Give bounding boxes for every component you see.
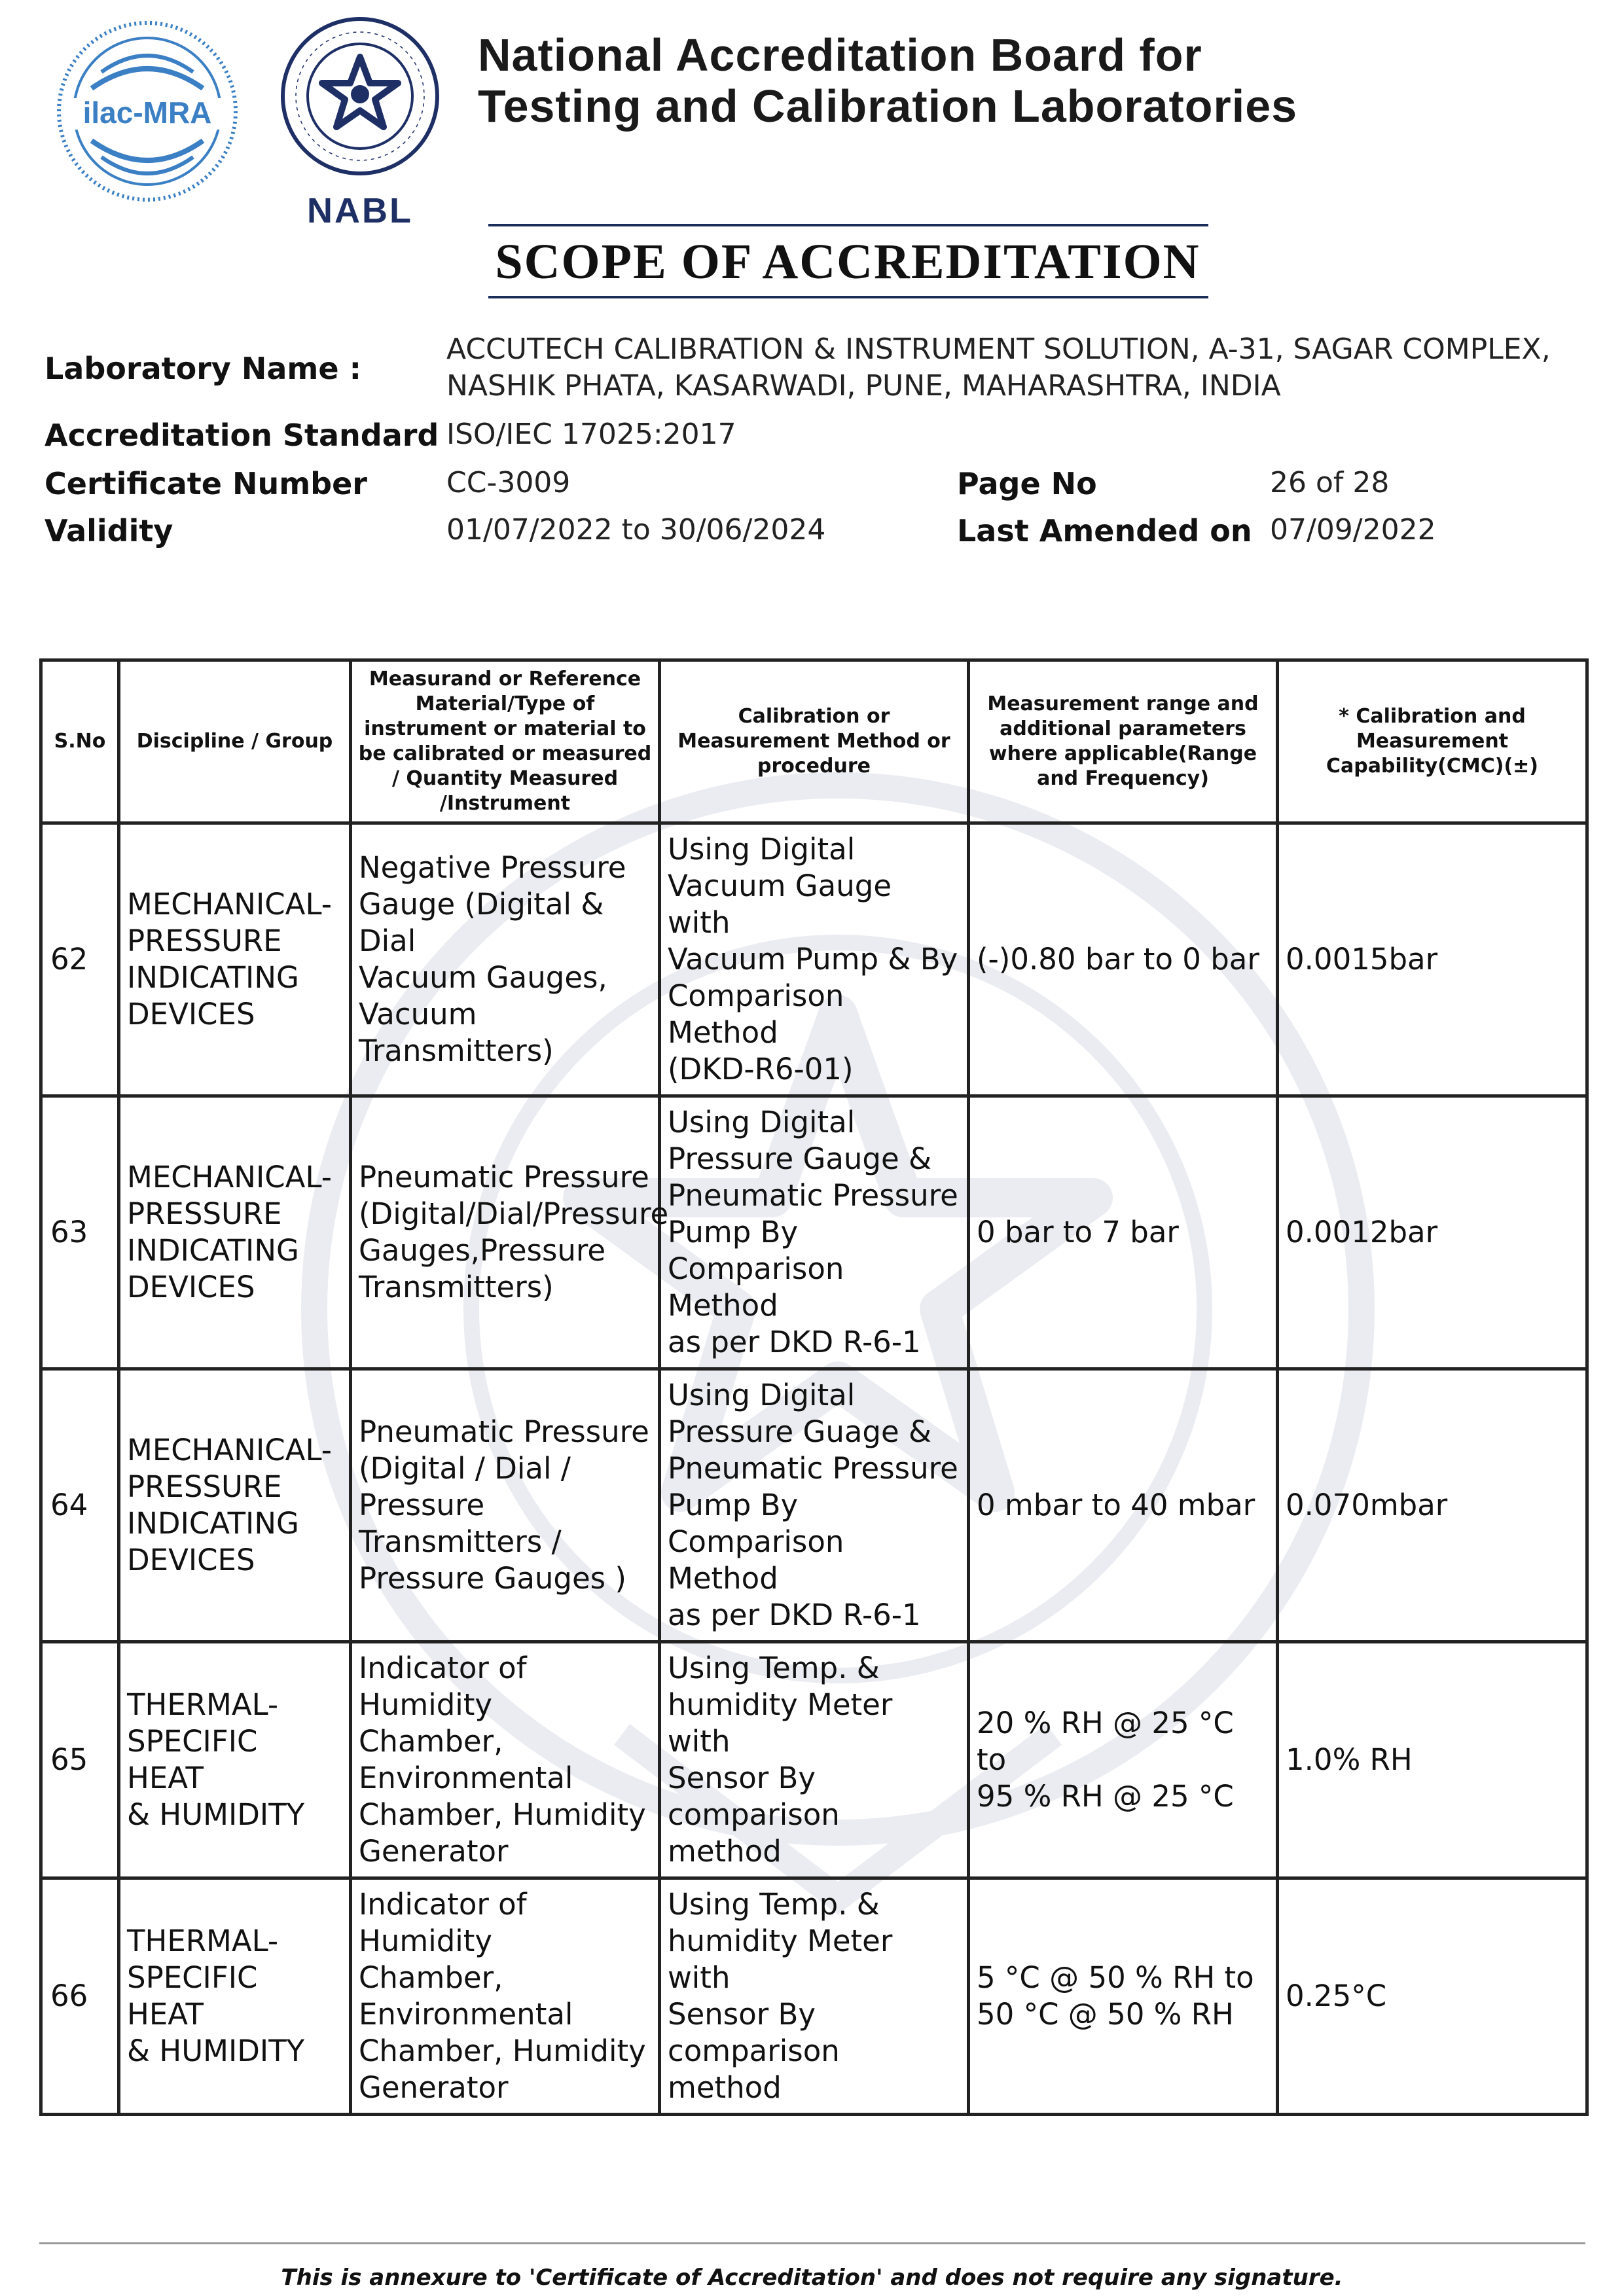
cell-line: THERMAL- [127,1687,279,1722]
cell-line: Using Digital [668,1105,856,1139]
cell-line: 0 mbar to 40 mbar [977,1488,1255,1522]
cell-line: & HUMIDITY [127,1797,305,1832]
table-row [41,1369,1587,1642]
cell-method [660,1096,969,1369]
cell-line: THERMAL- [127,1924,279,1958]
lab-name-line2: NASHIK PHATA, KASARWADI, PUNE, MAHARASHTRA, INDIA [446,369,1281,403]
last-amended-value: 07/09/2022 [1270,513,1436,547]
cell-line: as per DKD R-6-1 [668,1598,921,1632]
cell-line: PRESSURE [127,1469,282,1504]
cell-method [660,1878,969,2115]
cell-line: Pressure Guage & [668,1414,932,1449]
org-title-line1: National Accreditation Board for [478,29,1202,81]
cell-line: Environmental [359,1997,573,2032]
cell-line: Pneumatic Pressure [668,1178,958,1213]
cell-line: Indicator of Humidity [359,1651,527,1722]
cell-line: Generator [359,2070,509,2105]
cell-line: Pressure Gauge & [668,1141,932,1176]
cell-measurand [351,1878,660,2115]
cell-cmc: 0.0015bar [1278,823,1587,1096]
table-header-row [41,660,1587,823]
ilac-mra-logo [52,16,242,206]
cell-line: Generator [359,1834,509,1869]
cell-measurand [351,823,660,1096]
table-row [41,1642,1587,1878]
validity-label: Validity [45,513,173,548]
header-method: Calibration or Measurement Method or procedure [660,660,969,823]
standard-label: Accreditation Standard [45,418,439,453]
cell-line: Comparison Method [668,1524,844,1596]
cell-line: Transmitters / [359,1524,562,1559]
page-no-value: 26 of 28 [1270,466,1390,499]
header-cmc: * Calibration and Measurement Capability(CMC)(±) [1278,660,1587,823]
cell-sno: 64 [41,1369,119,1642]
cell-discipline [119,1369,351,1642]
cell-line: Chamber, Humidity [359,1797,646,1832]
cell-line: Pressure Gauges ) [359,1561,626,1596]
cell-line: Pressure [359,1488,485,1522]
cell-line: Vacuum [359,997,477,1031]
cell-line: Pump By [668,1215,799,1249]
table-row [41,1878,1587,2115]
cell-line: Pneumatic Pressure [668,1451,958,1486]
footer-note: This is annexure to 'Certificate of Accreditation' and does not require any signature. [281,2265,1343,2291]
cell-cmc: 1.0% RH [1278,1642,1587,1878]
cell-line: Chamber, [359,1724,503,1759]
cell-discipline [119,1878,351,2115]
certificate-label: Certificate Number [45,466,367,501]
title-bottom-rule [488,296,1208,298]
cell-line: & HUMIDITY [127,2034,305,2068]
cell-line: Gauge (Digital & Dial [359,887,604,958]
cell-line: as per DKD R-6-1 [668,1325,921,1359]
cell-discipline [119,1096,351,1369]
cell-line: Transmitters) [359,1270,554,1304]
cell-method [660,1369,969,1642]
cell-line: PRESSURE [127,924,282,958]
cell-sno: 63 [41,1096,119,1369]
cell-line: Sensor By [668,1997,816,2032]
cell-line: MECHANICAL- [127,887,332,922]
cell-line: (Digital / Dial / [359,1451,571,1486]
lab-name-label: Laboratory Name : [45,351,361,386]
cell-range [969,1369,1278,1642]
cell-line: Pump By [668,1488,799,1522]
cell-line: INDICATING [127,1233,299,1268]
last-amended-label: Last Amended on [957,513,1252,548]
cell-sno: 65 [41,1642,119,1878]
cell-line: comparison method [668,2034,840,2105]
cell-line: Indicator of Humidity [359,1887,527,1958]
cell-range [969,1878,1278,2115]
cell-line: Sensor By [668,1761,816,1795]
cell-line: Comparison Method [668,1251,844,1323]
cell-line: Negative Pressure [359,850,626,885]
cell-line: Gauges,Pressure [359,1233,606,1268]
nabl-logo-text: NABL [307,191,413,230]
cell-line: DEVICES [127,997,255,1031]
cell-line: INDICATING [127,960,299,995]
cell-line: Vacuum Gauges, [359,960,607,995]
cell-range [969,1096,1278,1369]
cell-discipline [119,823,351,1096]
cell-line: Using Temp. & [668,1651,880,1685]
cell-line: Vacuum Pump & By [668,942,958,977]
cell-line: Environmental [359,1761,573,1795]
scope-table [39,658,1589,2116]
cell-line: humidity Meter with [668,1687,893,1759]
header-range: Measurement range and additional parameters where applicable(Range and Frequency) [969,660,1278,823]
ilac-logo-text: ilac-MRA [82,96,212,130]
cell-line: SPECIFIC HEAT [127,1724,258,1795]
cell-line: (-)0.80 bar to 0 bar [977,942,1259,977]
org-title-line2: Testing and Calibration Laboratories [478,81,1298,132]
cell-line: Using Digital [668,1378,856,1412]
table-row [41,823,1587,1096]
certificate-value: CC-3009 [446,466,571,499]
cell-line: DEVICES [127,1543,255,1577]
cell-line: (DKD-R6-01) [668,1052,854,1086]
scope-title: SCOPE OF ACCREDITATION [495,234,1200,289]
cell-line: Pneumatic Pressure [359,1160,649,1194]
cell-line: Transmitters) [359,1033,554,1068]
cell-line: Using Digital [668,832,856,867]
cell-line: Pneumatic Pressure [359,1414,649,1449]
cell-line: 50 °C @ 50 % RH [977,1997,1234,2032]
cell-line: MECHANICAL- [127,1433,332,1467]
cell-method [660,823,969,1096]
cell-line: 20 % RH @ 25 °C to [977,1706,1234,1777]
cell-line: Vacuum Gauge with [668,869,892,940]
cell-line: humidity Meter with [668,1924,893,1995]
cell-line: (Digital/Dial/Pressure [359,1196,669,1231]
cell-cmc: 0.070mbar [1278,1369,1587,1642]
page-no-label: Page No [957,466,1097,501]
nabl-logo [275,14,445,230]
cell-line: INDICATING [127,1506,299,1541]
cell-line: PRESSURE [127,1196,282,1231]
cell-line: MECHANICAL- [127,1160,332,1194]
cell-cmc: 0.25°C [1278,1878,1587,2115]
standard-value: ISO/IEC 17025:2017 [446,418,736,451]
header-sno: S.No [41,660,119,823]
table-row [41,1096,1587,1369]
cell-line: SPECIFIC HEAT [127,1960,258,2032]
validity-value: 01/07/2022 to 30/06/2024 [446,513,826,547]
cell-line: 95 % RH @ 25 °C [977,1779,1234,1814]
header-discipline: Discipline / Group [119,660,351,823]
cell-measurand [351,1096,669,1369]
cell-line: comparison method [668,1797,840,1869]
cell-line: Chamber, [359,1960,503,1995]
cell-line: Using Temp. & [668,1887,880,1922]
lab-name-line1: ACCUTECH CALIBRATION & INSTRUMENT SOLUTION, A-31, SAGAR COMPLEX, [446,332,1551,366]
cell-discipline [119,1642,351,1878]
cell-line: 0 bar to 7 bar [977,1215,1179,1249]
cell-measurand [351,1369,660,1642]
cell-method [660,1642,969,1878]
cell-line: Comparison Method [668,978,844,1050]
organization-title [478,29,1297,132]
cell-line: DEVICES [127,1270,255,1304]
cell-range [969,1642,1278,1878]
cell-sno: 62 [41,823,119,1096]
cell-measurand [351,1642,660,1878]
cell-range [969,823,1278,1096]
cell-cmc: 0.0012bar [1278,1096,1587,1369]
cell-line: Chamber, Humidity [359,2034,646,2068]
header-measurand: Measurand or Reference Material/Type of instrument or material to be calibrated or measured / Quantity Measured /Instrument [351,660,660,823]
footer-rule [39,2242,1585,2244]
cell-line: 5 °C @ 50 % RH to [977,1960,1254,1995]
cell-sno: 66 [41,1878,119,2115]
